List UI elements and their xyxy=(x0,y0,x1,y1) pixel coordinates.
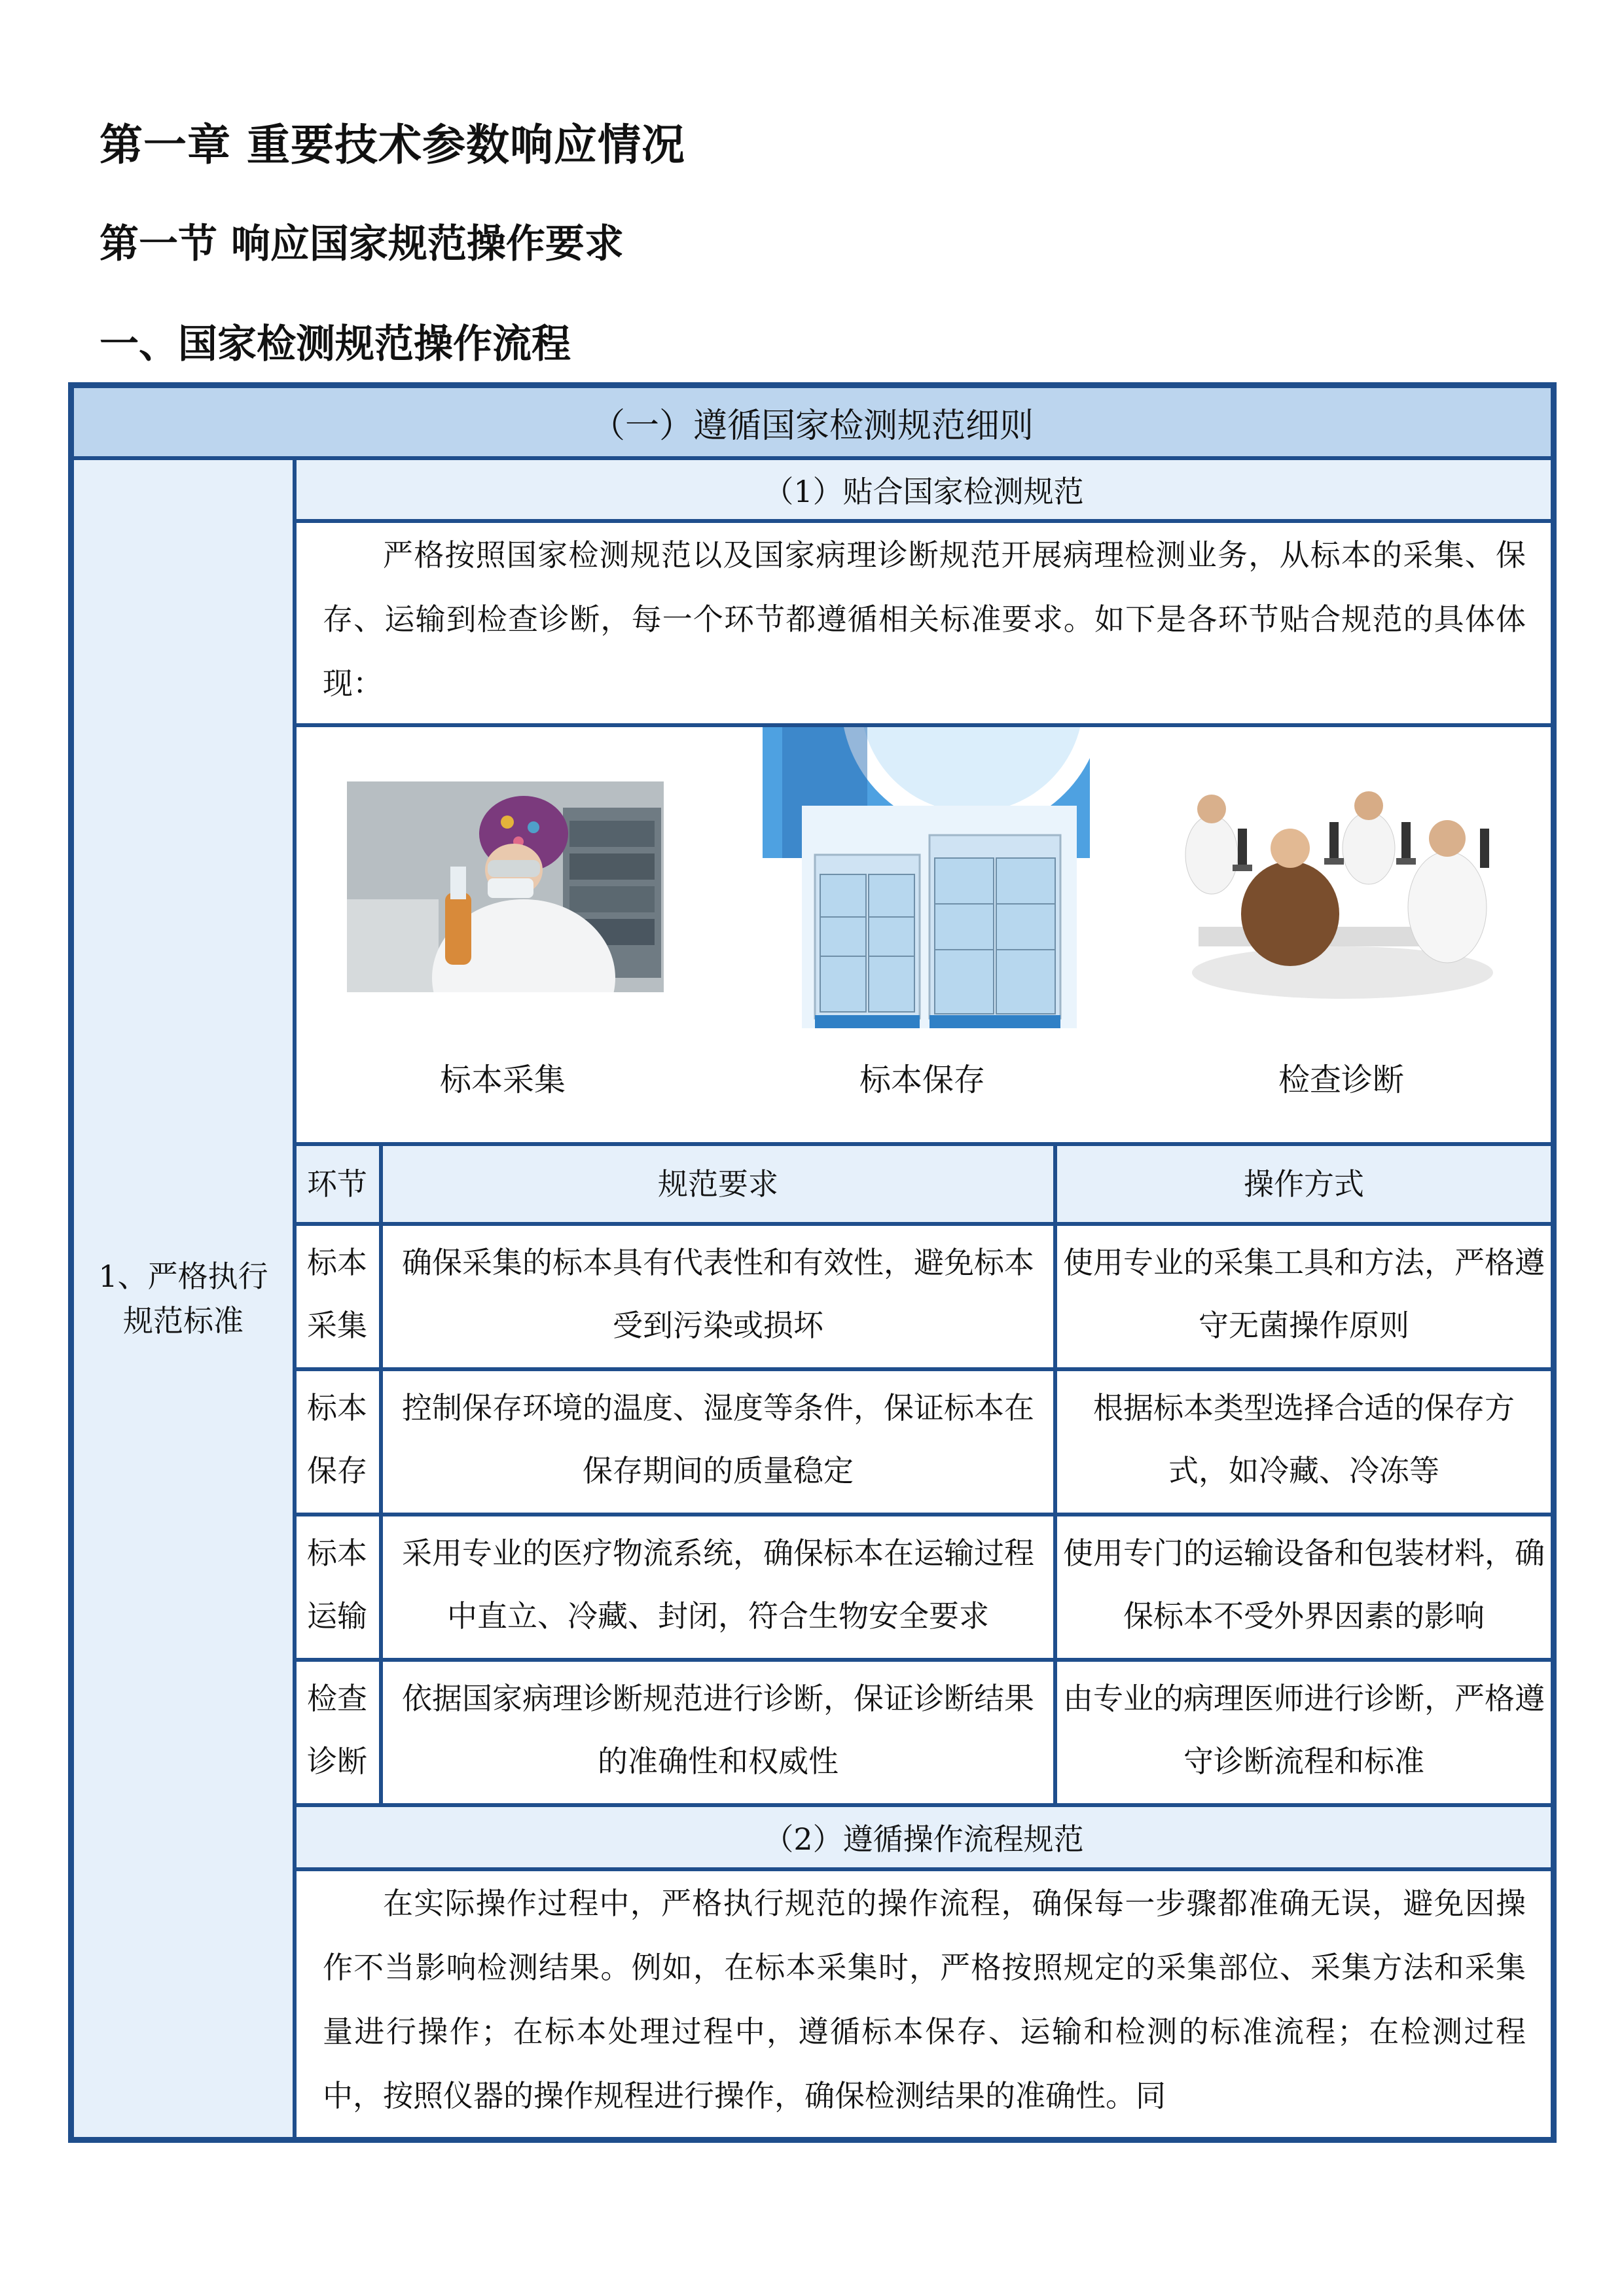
caption-examination-diagnosis: 检查诊断 xyxy=(1278,1062,1405,1098)
caption-specimen-collection: 标本采集 xyxy=(440,1062,566,1098)
part2-paragraph: 在实际操作过程中，严格执行规范的操作流程，确保每一步骤都准确无误，避免因操作不当影响检测结果。例如，在标本采集时，严格按照规定的采集部位、采集方法和采集量进行操作；在标本处理过程中，遵循标本保存、运输和检测的标准流程；在检测过程中，按照仪器的操作规程进行操作，确保检测结果的准确性。同 xyxy=(295,1869,1553,2139)
table-row-method: 使用专门的运输设备和包装材料，确保标本不受外界因素的影响 xyxy=(1055,1515,1553,1660)
table-row-method: 由专业的病理医师进行诊断，严格遵守诊断流程和标准 xyxy=(1055,1660,1553,1805)
part1-paragraph: 严格按照国家检测规范以及国家病理诊断规范开展病理检测业务，从标本的采集、保存、运输到检查诊断，每一个环节都遵循相关标准要求。如下是各环节贴合规范的具体体现： xyxy=(295,521,1553,725)
column-header-requirement: 规范要求 xyxy=(381,1144,1055,1224)
image-row xyxy=(295,725,1553,1144)
part1-title: （1）贴合国家检测规范 xyxy=(295,458,1553,521)
table-row-stage: 标本运输 xyxy=(295,1515,381,1660)
table-row-method: 根据标本类型选择合适的保存方式，如冷藏、冷冻等 xyxy=(1055,1369,1553,1515)
left-label-text: 1、严格执行规范标准 xyxy=(98,1259,268,1338)
left-label xyxy=(72,458,295,2139)
table-row-requirement: 控制保存环境的温度、湿度等条件，保证标本在保存期间的质量稳定 xyxy=(381,1369,1055,1515)
column-header-stage: 环节 xyxy=(295,1144,381,1224)
table-row-method: 使用专业的采集工具和方法，严格遵守无菌操作原则 xyxy=(1055,1224,1553,1369)
section-heading: 第一节 响应国家规范操作要求 xyxy=(99,221,624,267)
table-row-stage: 检查诊断 xyxy=(295,1660,381,1805)
table-row-requirement: 依据国家病理诊断规范进行诊断，保证诊断结果的准确性和权威性 xyxy=(381,1660,1055,1805)
part2-title: （2）遵循操作流程规范 xyxy=(295,1805,1553,1869)
microscope-team-photo-icon xyxy=(1172,776,1500,1002)
caption-specimen-storage: 标本保存 xyxy=(859,1062,986,1098)
table-row-requirement: 采用专业的医疗物流系统，确保标本在运输过程中直立、冷藏、封闭，符合生物安全要求 xyxy=(381,1515,1055,1660)
table-row-stage: 标本采集 xyxy=(295,1224,381,1369)
lab-technician-photo-icon xyxy=(347,781,664,992)
table-row-requirement: 确保采集的标本具有代表性和有效性，避免标本受到污染或损坏 xyxy=(381,1224,1055,1369)
subsection-heading: 一、国家检测规范操作流程 xyxy=(99,321,571,367)
chapter-heading: 第一章 重要技术参数响应情况 xyxy=(99,120,685,170)
table-title: （一）遵循国家检测规范细则 xyxy=(72,386,1553,458)
column-header-method: 操作方式 xyxy=(1055,1144,1553,1224)
medical-refrigerator-photo-icon xyxy=(763,727,1090,1041)
table-row-stage: 标本保存 xyxy=(295,1369,381,1515)
